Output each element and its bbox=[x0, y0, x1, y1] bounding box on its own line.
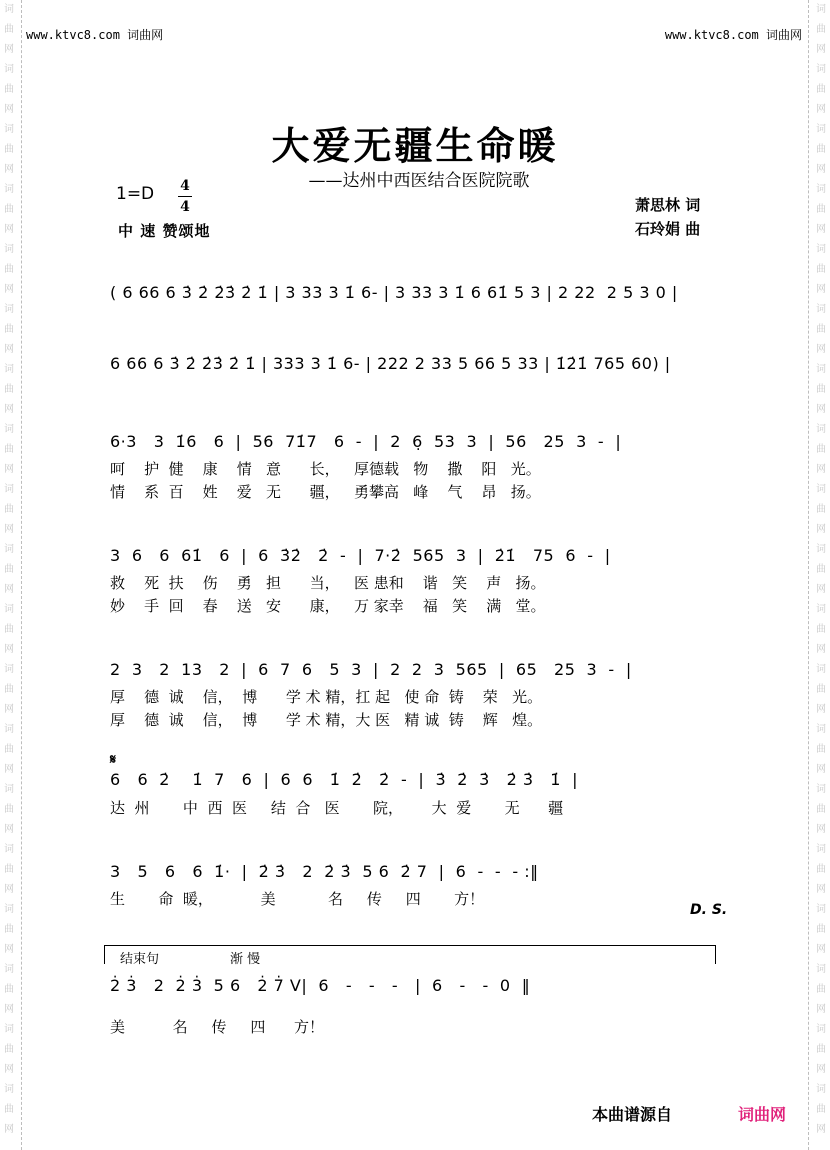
score-line-2-lyrics-2: 妙 手 回 春 送 安 康， 万 家幸 福 笑 满 堂。 bbox=[110, 597, 546, 615]
watermark-group: 词 曲 网 bbox=[816, 664, 826, 715]
footer-brand-link[interactable]: 词曲网 bbox=[738, 1105, 787, 1124]
score-line-4-notes: 6 6 2̇ 1̇ 7 6 | 6 6 1̇ 2̇ 2̇ - | 3̇ 2̇ 3̇ 2̇ 3̇ 1̇ | bbox=[110, 770, 579, 789]
watermark-group: 词 曲 网 bbox=[816, 424, 826, 475]
score-line-4-lyrics: 达 州 中 西 医 结 合 医 院， 大 爱 无 疆 bbox=[110, 799, 564, 817]
watermark-group: 词 曲 网 bbox=[4, 304, 14, 355]
watermark-group: 词 曲 网 bbox=[816, 304, 826, 355]
segno-sign: 𝄋 bbox=[110, 752, 117, 768]
site-header-left: www.ktvc8.com 词曲网 bbox=[26, 28, 164, 42]
score-line-2-notes: 3 6 6 61̇ 6 | 6 3̇2̇ 2̇ - | 7·2̇ 565 3 | 2̇1̇ 75 6 - | bbox=[110, 546, 611, 565]
watermark-group: 词 曲 网 bbox=[4, 124, 14, 175]
credits bbox=[635, 193, 700, 241]
score-line-1-lyrics-2: 情 系 百 姓 爱 无 疆， 勇攀高 峰 气 昂 扬。 bbox=[110, 483, 541, 501]
watermark-group: 词 曲 网 bbox=[4, 64, 14, 115]
score-line-5-lyrics: 生 命 暖， 美 名 传 四 方！ bbox=[110, 890, 485, 908]
watermark-group: 词 曲 网 bbox=[816, 4, 826, 55]
intro-line-2: 6 66 6 3̇ 2̇ 2̇3̇ 2̇ 1̇ | 333 3 1̇ 6- | 222 2 33 5 66 5 33 | 1̇2̇1̇ 765 60) | bbox=[110, 354, 671, 373]
watermark-group: 词 曲 网 bbox=[4, 364, 14, 415]
watermark-group: 词 曲 网 bbox=[4, 904, 14, 955]
watermark-group: 词 曲 网 bbox=[4, 724, 14, 775]
watermark-group: 词 曲 网 bbox=[816, 124, 826, 175]
watermark-group: 词 曲 网 bbox=[816, 544, 826, 595]
score-line-3-lyrics-2: 厚 德 诚 信， 博 学 术 精，大 医 精 诚 铸 辉 煌。 bbox=[110, 711, 543, 729]
score-line-5-notes: 3 5 6 6 1̇· | 2̇ 3̇ 2 2̇ 3̇ 5 6 2̇ 7 | 6 - - - :‖ bbox=[110, 862, 539, 881]
song-title: 大爱无疆生命暖 bbox=[271, 123, 559, 168]
watermark-group: 词 曲 网 bbox=[816, 484, 826, 535]
watermark-group: 词 曲 网 bbox=[4, 424, 14, 475]
score-line-3-lyrics-1: 厚 德 诚 信， 博 学 术 精，扛 起 使 命 铸 荣 光。 bbox=[110, 688, 543, 706]
watermark-group: 词 曲 网 bbox=[816, 1084, 826, 1135]
score-line-3-notes: 2 3 2 13 2 | 6 7 6 5 3 | 2 2 3 565 | 65 25 3 - | bbox=[110, 660, 632, 679]
watermark-group: 词 曲 网 bbox=[816, 844, 826, 895]
footer-source-label: 本曲谱源自 bbox=[592, 1105, 673, 1124]
watermark-group: 词 曲 网 bbox=[816, 364, 826, 415]
watermark-group: 词 曲 网 bbox=[816, 904, 826, 955]
ending-lyrics: 美 名 传 四 方！ bbox=[110, 1018, 324, 1036]
watermark-group: 词 曲 网 bbox=[4, 244, 14, 295]
watermark-group: 词 曲 网 bbox=[4, 484, 14, 535]
score-line-1-lyrics-1: 呵 护 健 康 情 意 长， 厚德载 物 撒 阳 光。 bbox=[110, 460, 541, 478]
watermark-group: 词 曲 网 bbox=[4, 784, 14, 835]
key-signature: 1=D bbox=[116, 184, 155, 204]
watermark-group: 词 曲 网 bbox=[4, 544, 14, 595]
score-line-1-notes: 6·3 3 1̇6 6 | 56 71̇7 6 - | 2 6̣ 53 3 | 56 25 3 - | bbox=[110, 432, 622, 451]
watermark-group: 词 曲 网 bbox=[4, 964, 14, 1015]
ritardando-label: 渐 慢 bbox=[230, 952, 261, 967]
watermark-group: 词 曲 网 bbox=[4, 664, 14, 715]
watermark-group: 词 曲 网 bbox=[4, 604, 14, 655]
time-signature-bottom: 4 bbox=[180, 199, 190, 215]
watermark-group: 词 曲 网 bbox=[4, 1084, 14, 1135]
time-signature bbox=[178, 177, 192, 216]
score-line-2-lyrics-1: 救 死 扶 伤 勇 担 当， 医 患和 谐 笑 声 扬。 bbox=[110, 574, 546, 592]
watermark-group: 词 曲 网 bbox=[4, 184, 14, 235]
ending-notes: 2̇ 3̇ 2 2̇ 3̇ 5 6 2̇ 7̇ V| 6 - - - | 6 - - 0 ‖ bbox=[110, 976, 531, 995]
watermark-group: 词 曲 网 bbox=[4, 1024, 14, 1075]
watermark-group: 词 曲 网 bbox=[816, 604, 826, 655]
ending-label: 结束句 bbox=[120, 952, 160, 967]
watermark-group: 词 曲 网 bbox=[816, 244, 826, 295]
watermark-group: 词 曲 网 bbox=[816, 784, 826, 835]
time-signature-top: 4 bbox=[180, 178, 190, 194]
watermark-group: 词 曲 网 bbox=[4, 844, 14, 895]
ending-bracket bbox=[104, 945, 716, 964]
watermark-group: 词 曲 网 bbox=[816, 724, 826, 775]
lyricist: 萧思林 词 bbox=[635, 196, 701, 214]
watermark-group: 词 曲 网 bbox=[816, 964, 826, 1015]
intro-line-1: ( 6 66 6 3̇ 2̇ 2̇3̇ 2̇ 1̇ | 3 33 3 1̇ 6- | 3 33 3 1̇ 6 61̇ 5 3 | 2 22 2 5 3 0 | bbox=[110, 283, 678, 302]
watermark-group: 词 曲 网 bbox=[816, 1024, 826, 1075]
tempo-marking: 中 速 赞颂地 bbox=[118, 222, 211, 240]
song-subtitle: ——达州中西医结合医院院歌 bbox=[308, 171, 530, 191]
composer: 石玲娟 曲 bbox=[635, 220, 701, 238]
dal-segno-marking: D. S. bbox=[690, 902, 728, 918]
watermark-group: 词 曲 网 bbox=[816, 184, 826, 235]
watermark-group: 词 曲 网 bbox=[4, 4, 14, 55]
site-header-right: www.ktvc8.com 词曲网 bbox=[664, 28, 802, 42]
watermark-group: 词 曲 网 bbox=[816, 64, 826, 115]
